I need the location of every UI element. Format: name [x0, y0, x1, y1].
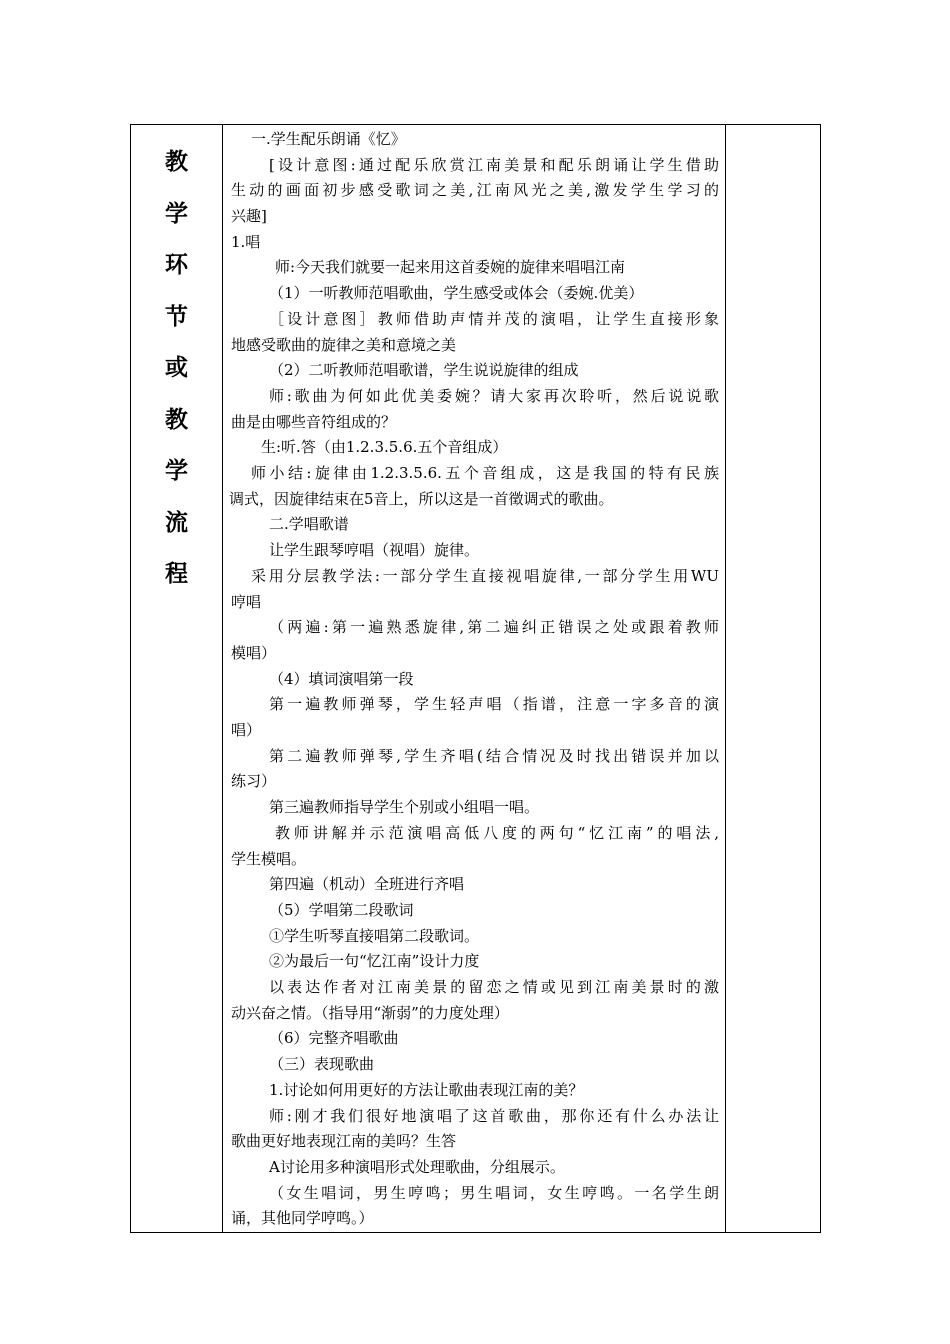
stage-label-char: 或: [165, 355, 188, 381]
stage-label: [131, 125, 222, 601]
content-line: （5）学唱第二段歌词: [269, 900, 414, 919]
content-line: 学生模唱。: [231, 849, 307, 868]
content-line: 1.唱: [231, 232, 261, 251]
content-line: （2）二听教师范唱歌谱，学生说说旋律的组成: [269, 361, 579, 380]
stage-label-char: 程: [165, 561, 188, 587]
content-line: （三）表现歌曲: [269, 1055, 375, 1074]
content-line: 兴趣]: [231, 207, 267, 226]
stage-label-char: 教: [165, 406, 188, 433]
content-line: [设计意图:通过配乐欣赏江南美景和配乐朗诵让学生借助: [269, 155, 719, 174]
stage-label-char: 环: [165, 252, 188, 278]
content-line: 生:听.答（由1.2.3.5.6.五个音组成）: [261, 438, 508, 457]
content-line: 练习）: [231, 772, 277, 791]
content-line: 曲是由哪些音符组成的？: [231, 412, 397, 431]
content-line: 诵，其他同学哼鸣。）: [231, 1209, 374, 1228]
content-line: ②为最后一句“忆江南”设计力度: [269, 952, 480, 971]
content-line: A讨论用多种演唱形式处理歌曲，分组展示。: [269, 1157, 565, 1176]
lesson-content: [223, 125, 725, 1232]
lesson-plan-table: [130, 124, 821, 1233]
notes-cell: [726, 125, 821, 1233]
stage-label-cell: [131, 125, 223, 1233]
content-line: 师:歌曲为何如此优美委婉？请大家再次聆听，然后说说歌: [269, 386, 719, 405]
content-line: 一.学生配乐朗诵《忆》: [251, 130, 406, 148]
content-line: 第二遍教师弹琴,学生齐唱(结合情况及时找出错误并加以: [269, 746, 719, 765]
content-line: 第四遍（机动）全班进行齐唱: [269, 875, 465, 894]
content-line: 第一遍教师弹琴，学生轻声唱（指谱，注意一字多音的演: [269, 695, 719, 714]
content-line: 第三遍教师指导学生个别或小组唱一唱。: [269, 798, 540, 817]
content-line: 模唱）: [231, 643, 277, 662]
content-line: 生动的画面初步感受歌词之美,江南风光之美,激发学生学习的: [231, 181, 719, 200]
content-line: 哼唱: [231, 592, 262, 611]
content-line: （女生唱词，男生哼鸣；男生唱词，女生哼鸣。一名学生朗: [269, 1183, 719, 1202]
stage-label-char: 学: [165, 200, 188, 227]
content-line: 动兴奋之情。（指导用“渐弱”的力度处理）: [231, 1003, 509, 1022]
content-line: （4）填词演唱第一段: [269, 669, 414, 688]
content-line: （1）一听教师范唱歌曲，学生感受或体会（委婉.优美）: [269, 284, 644, 303]
stage-label-char: 学: [165, 458, 188, 484]
content-line: 采用分层教学法:一部分学生直接视唱旋律,一部分学生用WU: [251, 566, 719, 585]
content-line: 调式，因旋律结束在5音上，所以这是一首徵调式的歌曲。: [229, 489, 614, 508]
content-line: 歌曲更好地表现江南的美吗？生答: [231, 1132, 457, 1151]
content-line: 教师讲解并示范演唱高低八度的两句“忆江南”的唱法,: [275, 823, 719, 842]
stage-label-char: 教: [165, 149, 188, 175]
content-line: 地感受歌曲的旋律之美和意境之美: [231, 335, 457, 354]
stage-label-char: 流: [165, 509, 188, 536]
content-line: ①学生听琴直接唱第二段歌词。: [269, 926, 480, 945]
content-cell: [223, 125, 726, 1233]
content-line: 唱）: [231, 721, 262, 740]
content-line: 以表达作者对江南美景的留恋之情或见到江南美景时的激: [269, 978, 719, 997]
content-line: 师小结:旋律由1.2.3.5.6.五个音组成，这是我国的特有民族: [251, 464, 719, 483]
content-line: （6）完整齐唱歌曲: [269, 1029, 399, 1048]
content-line: 二.学唱歌谱: [269, 515, 349, 534]
content-line: （两遍:第一遍熟悉旋律,第二遍纠正错误之处或跟着教师: [269, 618, 719, 637]
table-row: [131, 125, 821, 1233]
content-line: 1.讨论如何用更好的方法让歌曲表现江南的美？: [269, 1080, 584, 1099]
content-line: 让学生跟琴哼唱（视唱）旋律。: [269, 541, 480, 560]
content-line: 师:今天我们就要一起来用这首委婉的旋律来唱唱江南: [275, 258, 626, 277]
content-line: ［设计意图］教师借助声情并茂的演唱，让学生直接形象: [269, 309, 719, 328]
stage-label-char: 节: [165, 303, 188, 330]
content-line: 师:刚才我们很好地演唱了这首歌曲，那你还有什么办法让: [269, 1106, 719, 1125]
